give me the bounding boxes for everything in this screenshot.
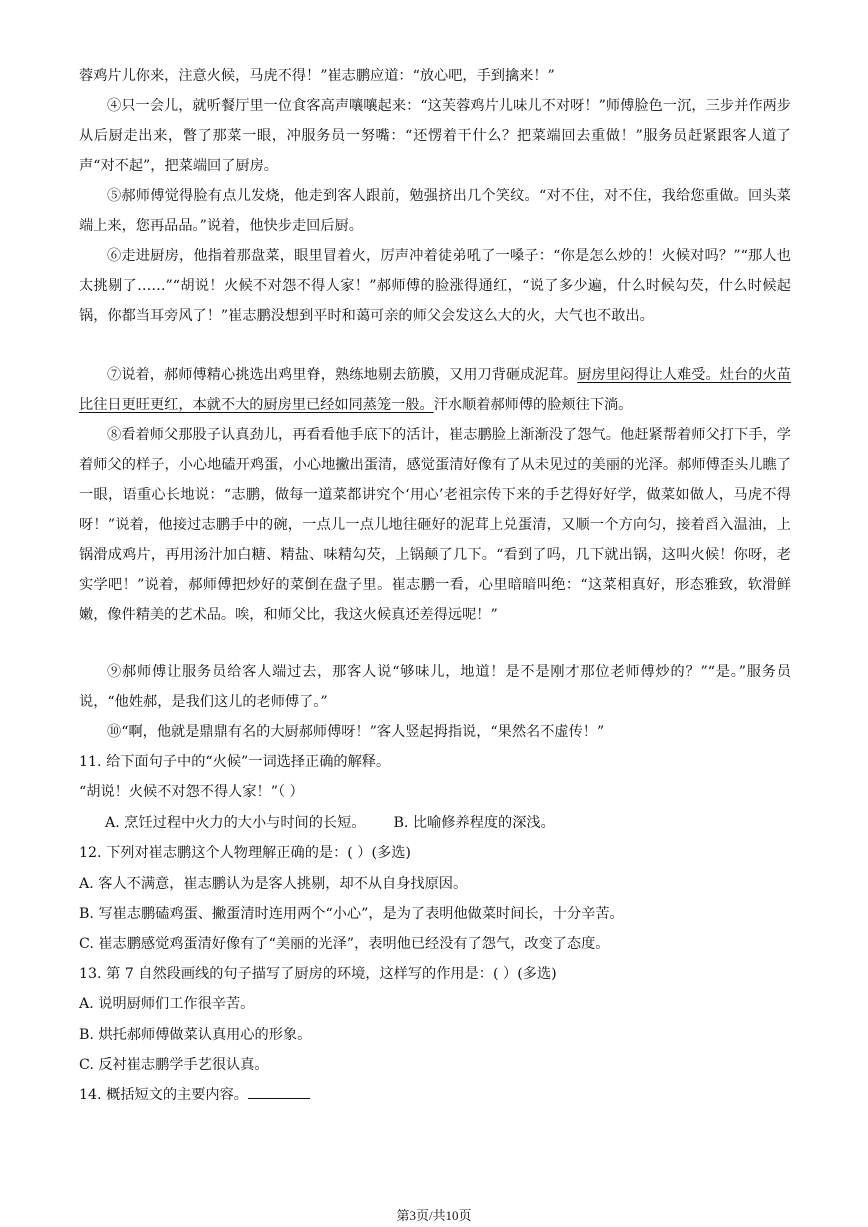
page-footer: 第3页/共10页 bbox=[396, 1208, 472, 1223]
question-13-stem: 13. 第 7 自然段画线的句子描写了厨房的环境，这样写的作用是：( ）(多选) bbox=[79, 966, 557, 982]
passage-paragraph-7 bbox=[79, 360, 791, 420]
passage-paragraph-continued: 蓉鸡片儿你来，注意火候，马虎不得！”崔志鹏应道：“放心吧，手到擒来！” bbox=[79, 68, 555, 84]
question-13-option-b[interactable]: B. 烘托郝师傅做菜认真用心的形象。 bbox=[79, 1027, 312, 1043]
question-11-quote: “胡说！火候不对怨不得人家！”（ ） bbox=[79, 784, 304, 800]
question-13-option-a[interactable]: A. 说明厨师们工作很辛苦。 bbox=[79, 996, 255, 1012]
question-14-answer-blank[interactable] bbox=[248, 1084, 310, 1099]
question-11-option-a[interactable]: A. 烹饪过程中火力的大小与时间的长短。 bbox=[105, 815, 366, 831]
question-14 bbox=[79, 1080, 791, 1110]
question-11-option-b[interactable]: B. 比喻修养程度的深浅。 bbox=[393, 815, 555, 831]
passage-paragraph-9: ⑨郝师傅让服务员给客人端过去，那客人说“够味儿，地道！是不是刚才那位老师傅炒的？”“是。”服务员说，“他姓郝，是我们这儿的老师傅了。” bbox=[79, 664, 791, 710]
question-12-option-c[interactable]: C. 崔志鹏感觉鸡蛋清好像有了“美丽的光泽”，表明他已经没有了怨气，改变了态度。 bbox=[79, 936, 610, 952]
passage-paragraph-8: ⑧看着师父那股子认真劲儿，再看看他手底下的活计，崔志鹏脸上渐渐没了怨气。他赶紧帮着师父打下手，学着师父的样子，小心地磕开鸡蛋，小心地撇出蛋清，感觉蛋清好像有了从未见过的美丽的光泽。郝师傅歪头儿瞧了一眼，语重心长地说：“志鹏，做每一道菜都讲究个‘用心’老祖宗传下来的手艺得好好学，做菜如做人，马虎不得呀！”说着，他接过志鹏手中的碗，一点儿一点儿地往砸好的泥茸上兑蛋清，又顺一个方向匀，接着舀入温油，上锅滑成鸡片，再用汤汁加白糖、精盐、味精勾芡，上锅颠了几下。“看到了吗，几下就出锅，这叫火候！你呀，老实学吧！”说着，郝师傅把炒好的菜倒在盘子里。崔志鹏一看，心里暗暗叫绝：“这菜相真好，形态雅致，软滑鲜嫩，像件精美的艺术品。唉，和师父比，我这火候真还差得远呢！” bbox=[79, 427, 791, 623]
question-13-option-c[interactable]: C. 反衬崔志鹏学手艺很认真。 bbox=[79, 1057, 269, 1073]
passage-paragraph-6: ⑥走进厨房，他指着那盘菜，眼里冒着火，厉声冲着徒弟吼了一嗓子：“你是怎么炒的！火候对吗？”“那人也太挑剔了……”“胡说！火候不对怨不得人家！”郝师傅的脸涨得通红，“说了多少遍，什么时候勾芡，什么时候起锅，你都当耳旁风了！”崔志鹏没想到平时和蔼可亲的师父会发这么大的火，大气也不敢出。 bbox=[79, 248, 791, 324]
question-14-stem: 14. 概括短文的主要内容。 bbox=[79, 1087, 248, 1103]
passage-paragraph-5: ⑤郝师傅觉得脸有点儿发烧，他走到客人跟前，勉强挤出几个笑纹。“对不住，对不住，我给您重做。回头菜端上来，您再品品。”说着，他快步走回后厨。 bbox=[79, 188, 791, 234]
question-12-option-a[interactable]: A. 客人不满意，崔志鹏认为是客人挑剔，却不从自身找原因。 bbox=[79, 876, 468, 892]
passage-paragraph-10: ⑩“啊，他就是鼎鼎有名的大厨郝师傅呀！”客人竖起拇指说，“果然名不虚传！” bbox=[107, 724, 605, 740]
paragraph-7-underlined-sentence: 厨房里闷得让人难受。灶台的火苗比往日更旺更红，本就不大的厨房里已经如同蒸笼一般。 bbox=[79, 367, 791, 413]
paragraph-7-text-a: ⑦说着，郝师傅精心挑选出鸡里脊，熟练地剔去筋膜，又用刀背砸成泥茸。 bbox=[107, 367, 578, 383]
question-11-stem: 11. 给下面句子中的“火候”一词选择正确的解释。 bbox=[79, 754, 391, 770]
passage-paragraph-4: ④只一会儿，就听餐厅里一位食客高声嚷嚷起来：“这芙蓉鸡片儿味儿不对呀！”师傅脸色一沉，三步并作两步从后厨走出来，瞥了那菜一眼，冲服务员一努嘴：“还愣着干什么？把菜端回去重做！”服务员赶紧跟客人道了声“对不起”，把菜端回了厨房。 bbox=[79, 98, 791, 174]
question-12-stem: 12. 下列对崔志鹏这个人物理解正确的是：( ）(多选) bbox=[79, 845, 411, 861]
paragraph-7-text-b: 汗水顺着郝师傅的脸颊往下淌。 bbox=[433, 397, 633, 413]
question-12-option-b[interactable]: B. 写崔志鹏磕鸡蛋、撇蛋清时连用两个“小心”，是为了表明他做菜时间长，十分辛苦。 bbox=[79, 906, 624, 922]
question-11-options bbox=[105, 808, 817, 838]
